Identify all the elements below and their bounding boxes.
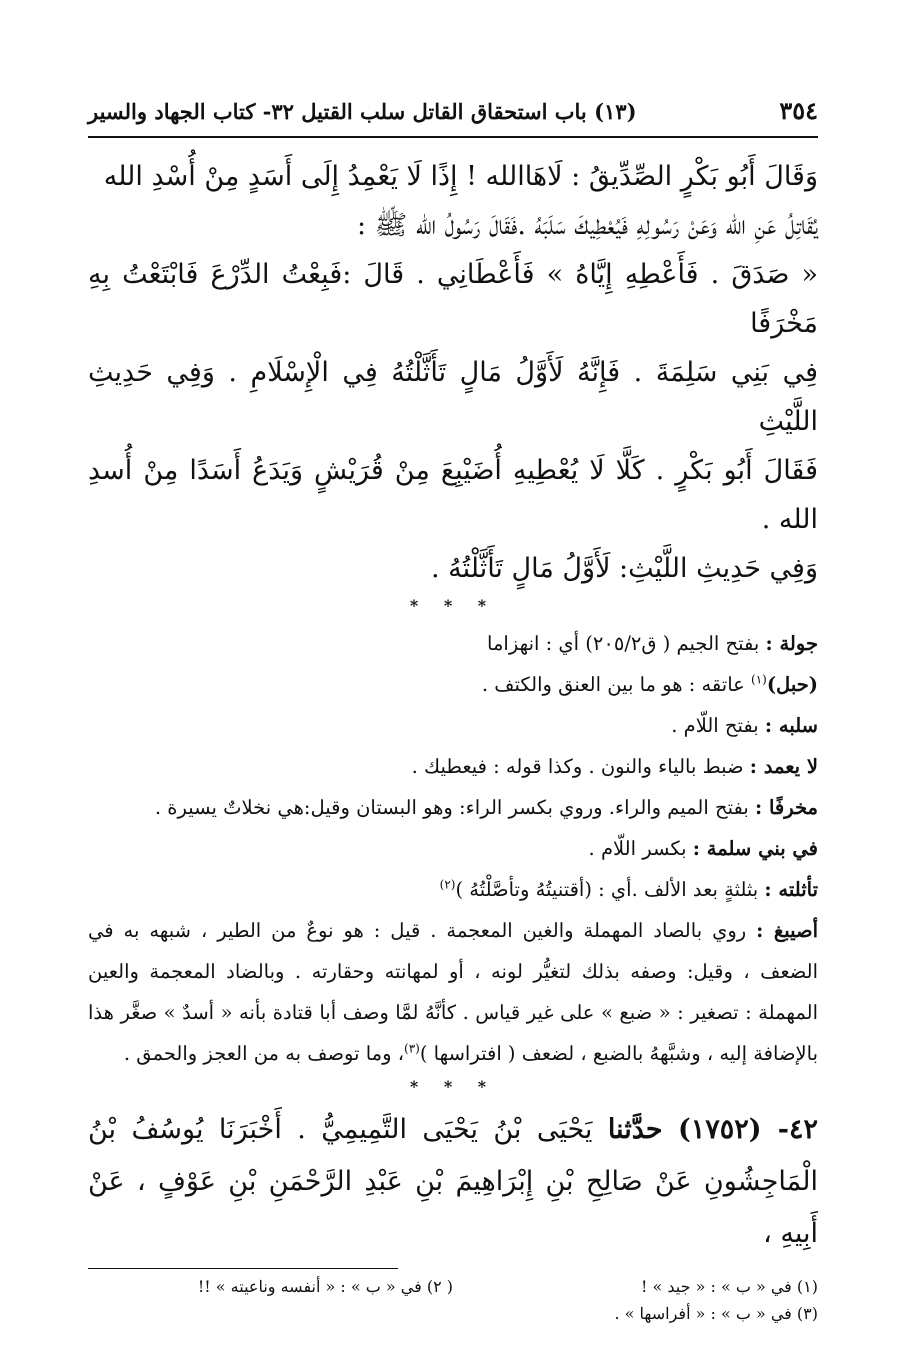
book-page bbox=[88, 96, 818, 1327]
footnote-3: (٣) في « ب » : « أفراسها » . bbox=[614, 1304, 818, 1323]
gloss-text: بكسر اللّام . bbox=[588, 837, 693, 860]
gloss-term: تأثلته : bbox=[764, 878, 818, 901]
footnote-2: ( ٢) في « ب » : « أنفسه وناعيته » !! bbox=[197, 1277, 453, 1296]
gloss-text: بفتح اللّام . bbox=[671, 714, 765, 737]
gloss-text: ضبط بالياء والنون . وكذا قوله : فيعطيك . bbox=[411, 755, 750, 778]
gloss-term: أصيبغ : bbox=[756, 919, 818, 942]
gloss-term: سلبه : bbox=[764, 714, 818, 737]
main-text bbox=[88, 152, 818, 593]
footnote-row bbox=[88, 1273, 818, 1300]
chapter-title: (١٣) باب استحقاق القاتل سلب القتيل ٣٢- كتاب الجهاد والسير bbox=[88, 99, 637, 124]
hadith-number: ٤٢- (١٧٥٢) bbox=[678, 1114, 819, 1145]
gloss-entry bbox=[88, 746, 818, 787]
gloss-entry bbox=[88, 787, 818, 828]
main-line: يُقَاتِلُ عَنِ الله وَعَنْ رَسُولِهِ فَيُعْطِيكَ سَلَبَهُ .فَقَالَ رَسُولُ الله ﷺ : bbox=[356, 210, 818, 241]
section-separator: * * * bbox=[409, 1077, 497, 1096]
hadith-lead: حدَّثنا bbox=[607, 1114, 663, 1145]
main-line: فَقَالَ أَبُو بَكْرٍ . كَلَّا لَا يُعْطِيهِ أُضَيْبِعَ مِنْ قُرَيْشٍ وَيَدَعُ أَسَدًا مِنْ أُسدِ الله . bbox=[88, 455, 818, 535]
main-line: وَقَالَ أَبُو بَكْرٍ الصِّدِّيقُ : لَاهَاالله ! إِذًا لَا يَعْمِدُ إِلَى أَسَدٍ مِنْ أُسْدِ الله bbox=[103, 161, 818, 192]
gloss-text: بثلثةٍ بعد الألف .أي : (أقتنيتُهُ وتأصَّلْتُهُ ) bbox=[455, 878, 765, 901]
gloss-term: (حبل) bbox=[766, 673, 818, 696]
gloss-term: مخرفًا : bbox=[754, 796, 818, 819]
main-line: « صَدَقَ . فَأَعْطِهِ إِيَّاهُ » فَأَعْطَانِي . قَالَ :فَبِعْتُ الدِّرْعَ فَابْتَعْتُ بِهِ مَخْرَفًا bbox=[88, 259, 818, 339]
footnote-divider bbox=[88, 1268, 398, 1269]
gloss-text: روي بالصاد المهملة والغين المعجمة . قيل : هو نوعٌ من الطير ، شبهه به في الضعف ، وقيل: وصفه بذلك لتغيُّر لونه ، أو لمهانته وحقارته . وبالضاد المعجمة والعين المهملة : تصغير : « ضبع » على غير قياس . كأنَّهُ لمَّا وصف أبا قتادة بأنه « أسدٌ » صغَّر هذا بالإضافة إليه ، وشبَّههُ بالضبع ، لضعف ( افتراسها ) bbox=[88, 919, 818, 1065]
page-header bbox=[88, 96, 818, 138]
gloss-term: لا يعمد : bbox=[749, 755, 818, 778]
footnote-ref: (٢) bbox=[439, 877, 456, 892]
gloss-text: بفتح الميم والراء. وروي بكسر الراء: وهو البستان وقيل:هي نخلاتٌ يسيرة . bbox=[154, 796, 755, 819]
hadith-body: يَحْيَى بْنُ يَحْيَى التَّمِيمِيُّ . أَخْبَرَنَا يُوسُفُ بْنُ الْمَاجِشُونِ عَنْ صَالِحِ بْنِ إِبْرَاهِيمَ بْنِ عَبْدِ الرَّحْمَنِ بْنِ عَوْفٍ ، عَنْ أَبِيهِ ، bbox=[88, 1114, 818, 1249]
page-number: ٣٥٤ bbox=[779, 96, 818, 125]
gloss-text: عاتقه : هو ما بين العنق والكتف . bbox=[481, 673, 751, 696]
gloss-entry bbox=[88, 869, 818, 910]
gloss-entry bbox=[88, 705, 818, 746]
gloss-entry bbox=[88, 623, 818, 664]
main-line: وَفِي حَدِيثِ اللَّيْثِ: لَأَوَّلُ مَالٍ تَأَثَّلْتُهُ . bbox=[430, 553, 818, 584]
gloss-term: جولة : bbox=[765, 632, 818, 655]
footnotes bbox=[88, 1273, 818, 1327]
section-separator: * * * bbox=[409, 596, 497, 615]
glossary-notes bbox=[88, 623, 818, 1074]
gloss-entry bbox=[88, 910, 818, 1074]
footnote-ref: (١) bbox=[751, 672, 767, 687]
gloss-term: في بني سلمة : bbox=[692, 837, 818, 860]
gloss-text-tail: ، وما توصف به من العجز والحمق . bbox=[123, 1042, 405, 1065]
hadith-block bbox=[88, 1104, 818, 1260]
hadith-text bbox=[88, 1104, 818, 1260]
gloss-entry bbox=[88, 664, 818, 705]
main-line: فِي بَنِي سَلِمَةَ . فَإِنَّهُ لَأَوَّلُ مَالٍ تَأَثَّلْتُهُ فِي الْإِسْلَامِ . وَفِي حَدِيثِ اللَّيْثِ bbox=[88, 357, 818, 437]
footnote-1: (١) في « ب » : « جيد » ! bbox=[641, 1277, 818, 1296]
footnote-row bbox=[88, 1300, 818, 1327]
gloss-text: بفتح الجيم ( ق٢٠٥/٢) أي : انهزاما bbox=[487, 632, 766, 655]
footnote-ref: (٣) bbox=[404, 1041, 420, 1056]
gloss-entry bbox=[88, 828, 818, 869]
